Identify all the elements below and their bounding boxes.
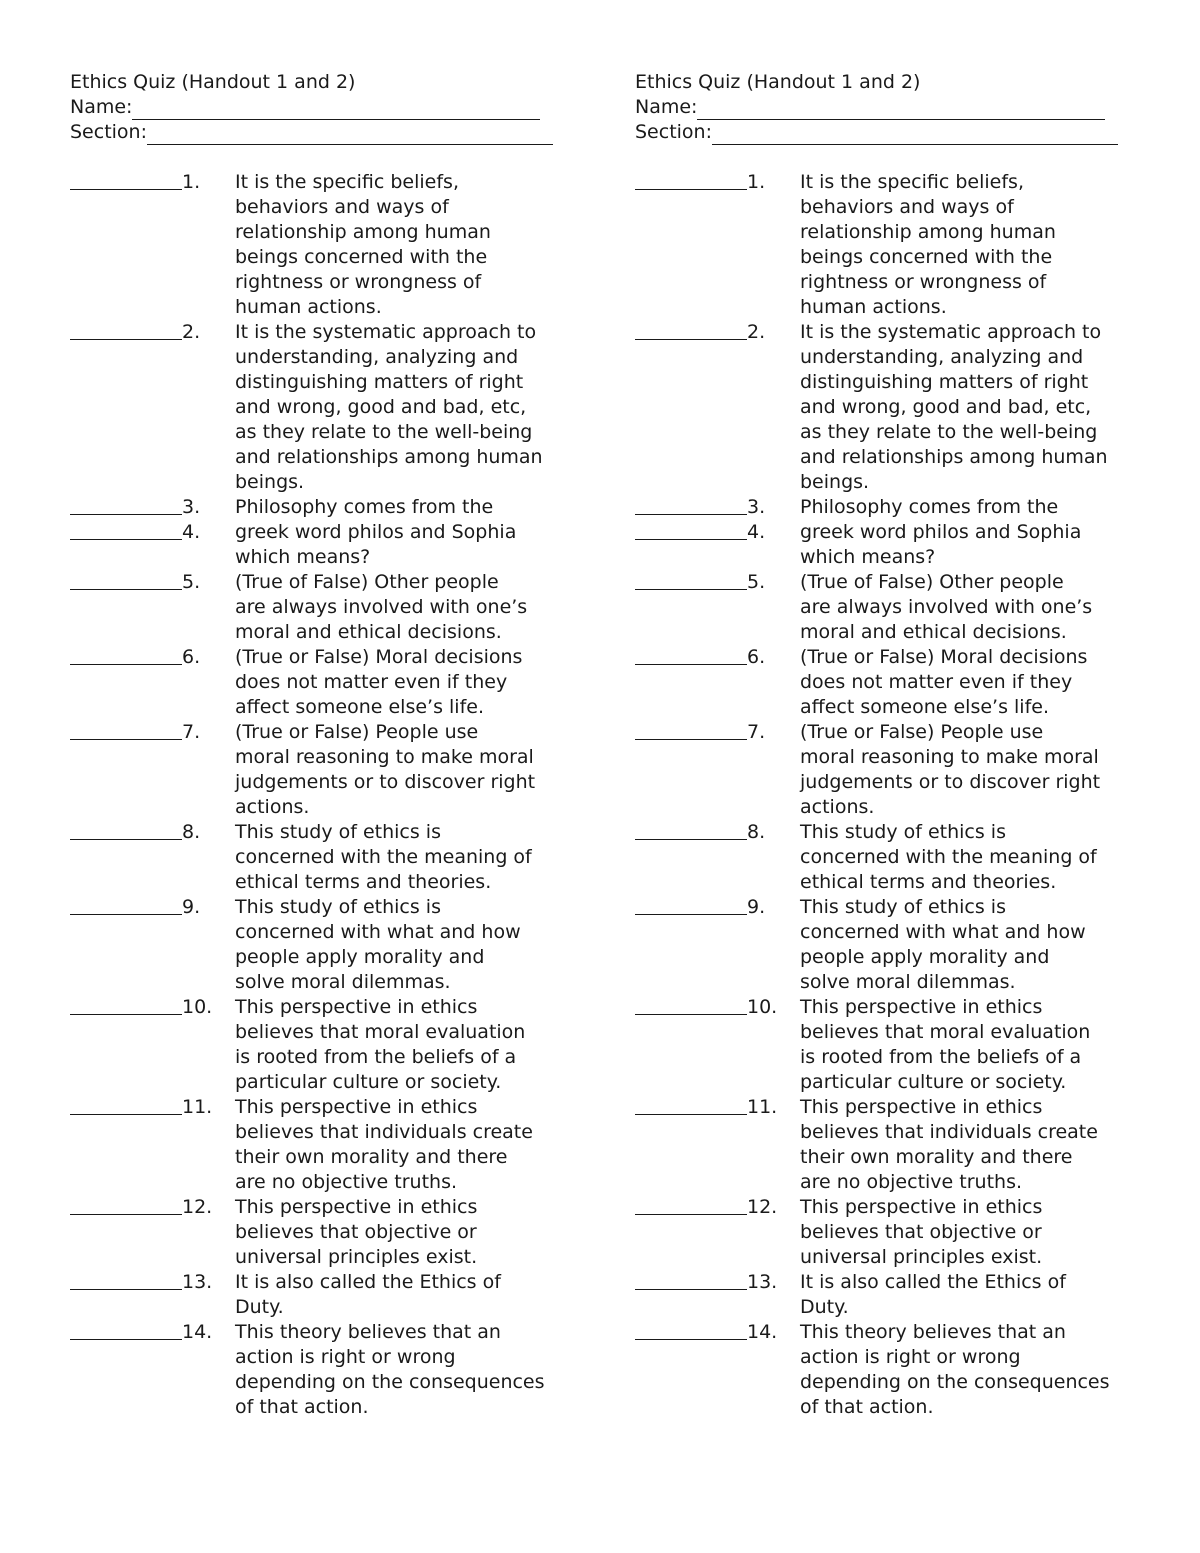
question-text: It is the specific beliefs, behaviors and ways of relationship among human beings concerned with the rightness or wrongness of human actions. <box>800 171 1056 318</box>
question-number: 11. <box>747 1096 778 1118</box>
question-text: This perspective in ethics believes that individuals create their own morality and there are no objective truths. <box>235 1096 533 1193</box>
question-item <box>635 1270 1135 1320</box>
section-line <box>635 120 1135 145</box>
question-text: It is the systematic approach to understanding, analyzing and distinguishing matters of right and wrong, good and bad, etc, as they relate to the well-being and relationships among human beings. <box>235 321 543 493</box>
question-text: This perspective in ethics believes that moral evaluation is rooted from the beliefs of a particular culture or society. <box>235 996 526 1093</box>
question-item <box>635 995 1135 1095</box>
question-text: This theory believes that an action is right or wrong depending on the consequences of that action. <box>800 1321 1110 1418</box>
question-item <box>70 495 570 520</box>
question-number: 14. <box>747 1321 778 1343</box>
answer-blank[interactable] <box>635 520 747 540</box>
question-text: This perspective in ethics believes that objective or universal principles exist. <box>235 1196 478 1268</box>
question-number: 10. <box>747 996 778 1018</box>
question-number: 12. <box>182 1196 213 1218</box>
question-text: (True of False) Other people are always involved with one’s moral and ethical decisions. <box>235 571 528 643</box>
answer-blank[interactable] <box>70 570 182 590</box>
question-item <box>635 1195 1135 1270</box>
answer-blank[interactable] <box>635 1195 747 1215</box>
answer-blank[interactable] <box>635 1320 747 1340</box>
question-number: 7. <box>747 721 766 743</box>
name-field[interactable] <box>132 100 540 120</box>
name-field[interactable] <box>697 100 1105 120</box>
quiz-copy-right <box>635 70 1135 1420</box>
answer-blank[interactable] <box>635 170 747 190</box>
question-text: It is also called the Ethics of Duty. <box>235 1271 501 1318</box>
answer-blank[interactable] <box>70 520 182 540</box>
question-number: 4. <box>747 521 766 543</box>
question-number: 9. <box>182 896 201 918</box>
question-item <box>635 495 1135 520</box>
question-text: (True or False) Moral decisions does not matter even if they affect someone else’s life. <box>800 646 1088 718</box>
question-item <box>70 570 570 645</box>
question-list <box>70 170 570 1420</box>
question-text: This study of ethics is concerned with what and how people apply morality and solve moral dilemmas. <box>800 896 1086 993</box>
question-item <box>635 1320 1135 1420</box>
answer-blank[interactable] <box>70 645 182 665</box>
question-number: 2. <box>182 321 201 343</box>
name-label: Name: <box>70 96 133 118</box>
answer-blank[interactable] <box>70 895 182 915</box>
question-text: (True or False) Moral decisions does not matter even if they affect someone else’s life. <box>235 646 523 718</box>
question-text: This perspective in ethics believes that objective or universal principles exist. <box>800 1196 1043 1268</box>
question-number: 4. <box>182 521 201 543</box>
quiz-title: Ethics Quiz (Handout 1 and 2) <box>635 71 921 93</box>
answer-blank[interactable] <box>635 720 747 740</box>
question-text: It is the specific beliefs, behaviors and ways of relationship among human beings concerned with the rightness or wrongness of human actions. <box>235 171 491 318</box>
question-number: 13. <box>182 1271 213 1293</box>
question-number: 14. <box>182 1321 213 1343</box>
answer-blank[interactable] <box>70 1095 182 1115</box>
question-item <box>70 170 570 320</box>
name-line <box>70 95 570 120</box>
answer-blank[interactable] <box>635 895 747 915</box>
question-item <box>70 720 570 820</box>
answer-blank[interactable] <box>635 495 747 515</box>
answer-blank[interactable] <box>635 1095 747 1115</box>
question-item <box>70 1095 570 1195</box>
question-text: This study of ethics is concerned with what and how people apply morality and solve moral dilemmas. <box>235 896 521 993</box>
question-text: (True or False) People use moral reasoning to make moral judgements or to discover right actions. <box>235 721 536 818</box>
question-text: Philosophy comes from the <box>235 496 494 518</box>
name-label: Name: <box>635 96 698 118</box>
question-item <box>70 820 570 895</box>
question-item <box>70 995 570 1095</box>
question-text: This study of ethics is concerned with the meaning of ethical terms and theories. <box>235 821 532 893</box>
section-label: Section: <box>70 121 147 143</box>
question-item <box>70 1320 570 1420</box>
answer-blank[interactable] <box>635 320 747 340</box>
question-number: 3. <box>747 496 766 518</box>
section-line <box>70 120 570 145</box>
section-field[interactable] <box>712 125 1118 145</box>
question-text: It is also called the Ethics of Duty. <box>800 1271 1066 1318</box>
question-item <box>635 895 1135 995</box>
question-number: 5. <box>182 571 201 593</box>
question-item <box>635 170 1135 320</box>
question-number: 10. <box>182 996 213 1018</box>
question-text: This theory believes that an action is right or wrong depending on the consequences of that action. <box>235 1321 545 1418</box>
question-text: Philosophy comes from the <box>800 496 1059 518</box>
question-number: 1. <box>747 171 766 193</box>
answer-blank[interactable] <box>70 495 182 515</box>
answer-blank[interactable] <box>70 320 182 340</box>
question-text: (True of False) Other people are always involved with one’s moral and ethical decisions. <box>800 571 1093 643</box>
question-text: greek word philos and Sophia which means? <box>800 521 1082 568</box>
answer-blank[interactable] <box>70 820 182 840</box>
answer-blank[interactable] <box>635 570 747 590</box>
answer-blank[interactable] <box>635 1270 747 1290</box>
question-text: This study of ethics is concerned with the meaning of ethical terms and theories. <box>800 821 1097 893</box>
question-list <box>635 170 1135 1420</box>
answer-blank[interactable] <box>70 170 182 190</box>
question-item <box>70 320 570 495</box>
answer-blank[interactable] <box>70 1320 182 1340</box>
answer-blank[interactable] <box>635 995 747 1015</box>
question-number: 8. <box>182 821 201 843</box>
question-number: 1. <box>182 171 201 193</box>
question-item <box>635 820 1135 895</box>
question-text: greek word philos and Sophia which means? <box>235 521 517 568</box>
question-number: 12. <box>747 1196 778 1218</box>
question-number: 6. <box>182 646 201 668</box>
question-number: 13. <box>747 1271 778 1293</box>
question-text: This perspective in ethics believes that moral evaluation is rooted from the beliefs of a particular culture or society. <box>800 996 1091 1093</box>
question-item <box>635 520 1135 570</box>
answer-blank[interactable] <box>70 1195 182 1215</box>
answer-blank[interactable] <box>635 645 747 665</box>
name-line <box>635 95 1135 120</box>
question-number: 8. <box>747 821 766 843</box>
question-number: 2. <box>747 321 766 343</box>
quiz-copy-left <box>70 70 570 1420</box>
question-item <box>70 645 570 720</box>
question-number: 3. <box>182 496 201 518</box>
question-text: This perspective in ethics believes that individuals create their own morality and there are no objective truths. <box>800 1096 1098 1193</box>
question-text: (True or False) People use moral reasoning to make moral judgements or to discover right actions. <box>800 721 1101 818</box>
question-number: 11. <box>182 1096 213 1118</box>
question-item <box>635 720 1135 820</box>
question-number: 6. <box>747 646 766 668</box>
quiz-title: Ethics Quiz (Handout 1 and 2) <box>70 71 356 93</box>
answer-blank[interactable] <box>70 720 182 740</box>
question-item <box>635 645 1135 720</box>
question-item <box>635 570 1135 645</box>
question-item <box>70 520 570 570</box>
answer-blank[interactable] <box>70 995 182 1015</box>
question-item <box>70 1270 570 1320</box>
question-item <box>635 1095 1135 1195</box>
question-item <box>70 895 570 995</box>
answer-blank[interactable] <box>70 1270 182 1290</box>
answer-blank[interactable] <box>635 820 747 840</box>
question-text: It is the systematic approach to understanding, analyzing and distinguishing matters of right and wrong, good and bad, etc, as they relate to the well-being and relationships among human beings. <box>800 321 1108 493</box>
question-number: 5. <box>747 571 766 593</box>
section-label: Section: <box>635 121 712 143</box>
question-item <box>635 320 1135 495</box>
question-number: 7. <box>182 721 201 743</box>
question-item <box>70 1195 570 1270</box>
question-number: 9. <box>747 896 766 918</box>
section-field[interactable] <box>147 125 553 145</box>
